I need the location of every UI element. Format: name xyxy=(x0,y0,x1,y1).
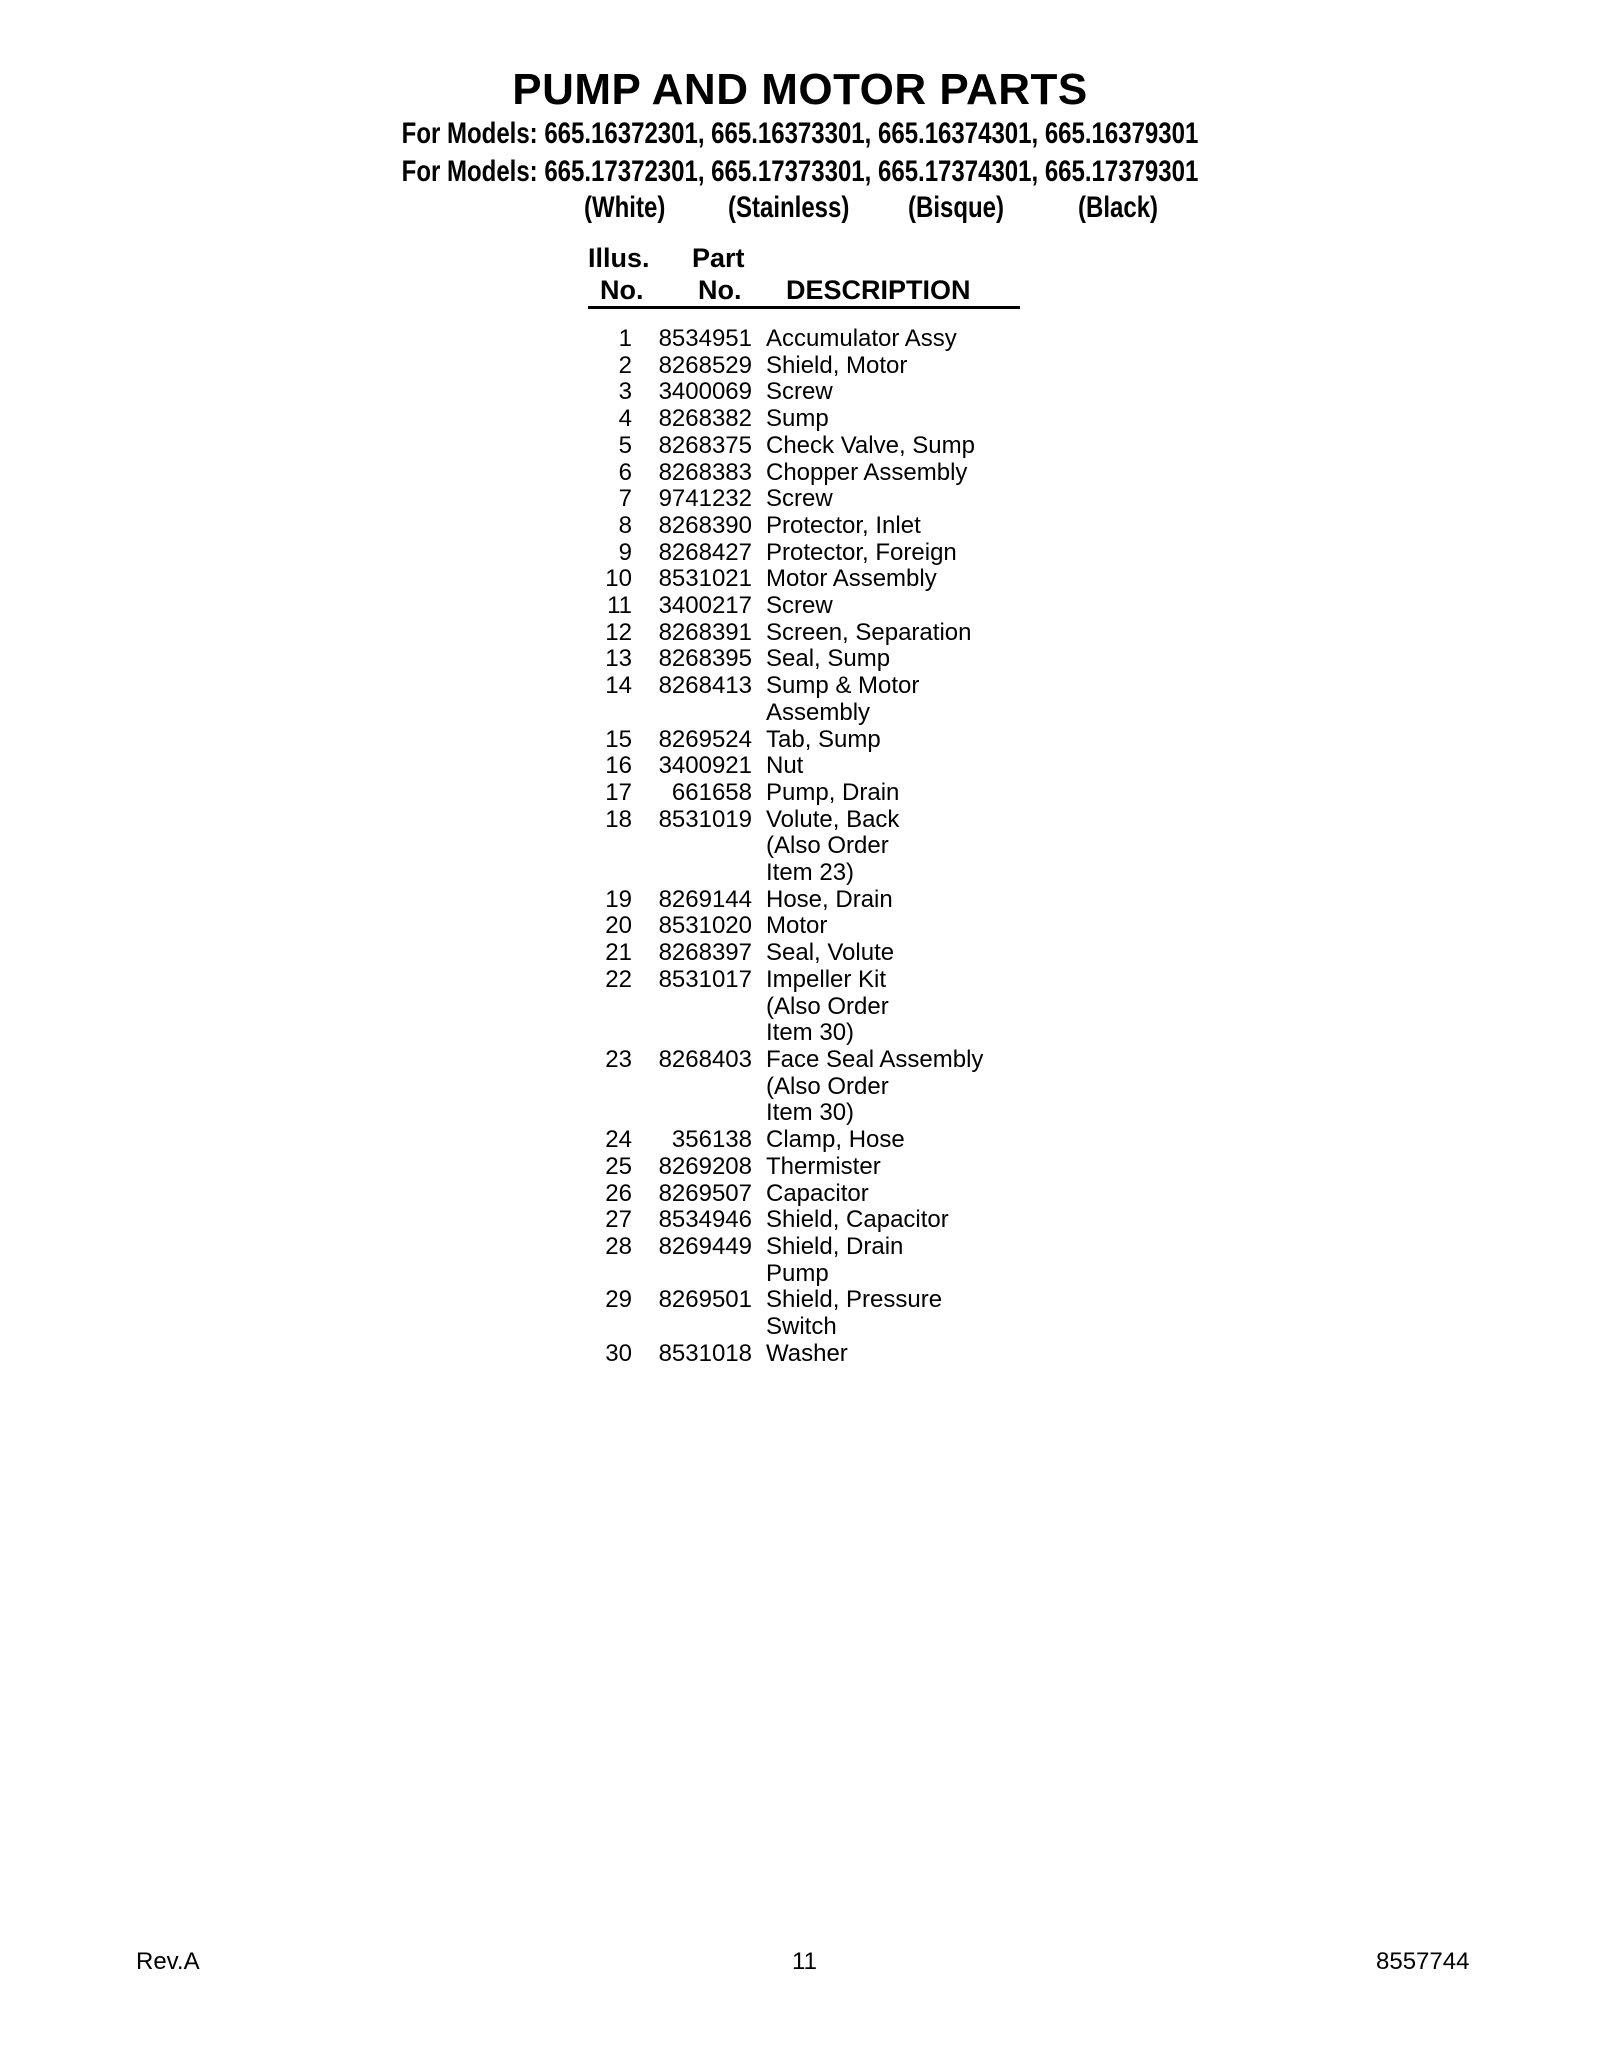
illus-number: 3 xyxy=(618,378,632,406)
part-row xyxy=(580,807,1040,887)
part-number: 8268375 xyxy=(658,431,752,459)
illus-number: 21 xyxy=(605,939,632,967)
part-row xyxy=(580,1341,1040,1368)
part-number: 8268403 xyxy=(658,1045,752,1073)
part-description: Clamp, Hose xyxy=(766,1126,905,1154)
finish-white: (White) xyxy=(584,191,666,224)
part-row xyxy=(580,486,1040,513)
part-row xyxy=(580,540,1040,567)
part-description: Capacitor xyxy=(766,1179,869,1207)
part-number: 3400069 xyxy=(658,378,752,406)
part-row xyxy=(580,566,1040,593)
illus-number: 2 xyxy=(618,351,632,379)
footer-page-number: 11 xyxy=(792,1948,817,1975)
part-description: Sump xyxy=(766,405,829,433)
part-number: 8269501 xyxy=(658,1286,752,1314)
part-number: 8269449 xyxy=(658,1232,752,1260)
part-row xyxy=(580,620,1040,647)
part-row xyxy=(580,1047,1040,1127)
part-description: Accumulator Assy xyxy=(766,325,957,352)
header-part: Part xyxy=(692,243,745,273)
part-row xyxy=(580,406,1040,433)
part-number: 3400921 xyxy=(658,752,752,780)
part-description: Protector, Foreign xyxy=(766,538,957,566)
part-description: Screw xyxy=(766,592,833,620)
page-title: PUMP AND MOTOR PARTS xyxy=(512,65,1088,114)
part-description: Tab, Sump xyxy=(766,725,881,753)
part-number: 661658 xyxy=(671,778,752,806)
part-number: 8268382 xyxy=(658,405,752,433)
part-description: Shield, Drain Pump xyxy=(766,1232,904,1287)
illus-number: 1 xyxy=(618,325,632,352)
part-number: 8534951 xyxy=(658,325,752,352)
part-number: 8269524 xyxy=(658,725,752,753)
part-number: 8268395 xyxy=(658,645,752,673)
illus-number: 14 xyxy=(605,672,632,700)
part-row xyxy=(580,1234,1040,1287)
part-number: 8268529 xyxy=(658,351,752,379)
part-row xyxy=(580,1127,1040,1154)
part-number: 8268391 xyxy=(658,618,752,646)
part-description: Motor Assembly xyxy=(766,565,937,593)
part-number: 8269208 xyxy=(658,1152,752,1180)
illus-number: 6 xyxy=(618,458,632,486)
illus-number: 23 xyxy=(605,1045,632,1073)
part-number: 9741232 xyxy=(658,485,752,513)
part-description: Thermister xyxy=(766,1152,881,1180)
part-number: 8268397 xyxy=(658,939,752,967)
part-number: 8268383 xyxy=(658,458,752,486)
illus-number: 7 xyxy=(618,485,632,513)
part-description: Chopper Assembly xyxy=(766,458,968,486)
illus-number: 27 xyxy=(605,1206,632,1234)
part-description: Motor xyxy=(766,912,828,940)
part-number: 8269507 xyxy=(658,1179,752,1207)
illus-number: 22 xyxy=(605,965,632,993)
part-row xyxy=(580,780,1040,807)
part-row xyxy=(580,673,1040,726)
illus-number: 12 xyxy=(605,618,632,646)
part-row xyxy=(580,1154,1040,1181)
part-description: Shield, Pressure Switch xyxy=(766,1286,943,1341)
part-description: Face Seal Assembly (Also Order Item 30) xyxy=(766,1045,984,1127)
header-illus: Illus. xyxy=(588,243,650,273)
header-rule xyxy=(588,306,1020,309)
illus-number: 5 xyxy=(618,431,632,459)
illus-number: 29 xyxy=(605,1286,632,1314)
part-description: Seal, Sump xyxy=(766,645,891,673)
part-description: Volute, Back (Also Order Item 23) xyxy=(766,805,900,887)
part-description: Protector, Inlet xyxy=(766,511,921,539)
header-illus-no: No. xyxy=(600,275,644,305)
illus-number: 18 xyxy=(605,805,632,833)
illus-number: 15 xyxy=(605,725,632,753)
illus-number: 9 xyxy=(618,538,632,566)
header-part-no: No. xyxy=(698,275,742,305)
illus-number: 24 xyxy=(605,1126,632,1154)
illus-number: 10 xyxy=(605,565,632,593)
part-row xyxy=(580,433,1040,460)
part-row xyxy=(580,1207,1040,1234)
part-number: 8531020 xyxy=(658,912,752,940)
part-row xyxy=(580,513,1040,540)
part-row xyxy=(580,353,1040,380)
part-number: 8534946 xyxy=(658,1206,752,1234)
header-description: DESCRIPTION xyxy=(786,275,971,305)
part-number: 356138 xyxy=(671,1126,752,1154)
part-description: Hose, Drain xyxy=(766,885,893,913)
footer-document-number: 8557744 xyxy=(1376,1948,1470,1975)
part-number: 8268413 xyxy=(658,672,752,700)
part-description: Impeller Kit (Also Order Item 30) xyxy=(766,965,889,1047)
part-row xyxy=(580,967,1040,1047)
illus-number: 16 xyxy=(605,752,632,780)
illus-number: 17 xyxy=(605,778,632,806)
part-description: Screen, Separation xyxy=(766,618,972,646)
part-row xyxy=(580,1287,1040,1340)
illus-number: 4 xyxy=(618,405,632,433)
models-line-2: For Models: 665.17372301, 665.17373301, 665.17374301, 665.17379301 xyxy=(401,155,1199,188)
part-number: 8268390 xyxy=(658,511,752,539)
illus-number: 20 xyxy=(605,912,632,940)
finish-stainless: (Stainless) xyxy=(728,191,850,224)
part-row xyxy=(580,460,1040,487)
part-row xyxy=(580,913,1040,940)
models-line-1: For Models: 665.16372301, 665.16373301, 665.16374301, 665.16379301 xyxy=(401,117,1199,150)
part-row xyxy=(580,727,1040,754)
part-number: 8531019 xyxy=(658,805,752,833)
part-row xyxy=(580,1181,1040,1208)
part-row xyxy=(580,593,1040,620)
part-number: 8531021 xyxy=(658,565,752,593)
part-description: Check Valve, Sump xyxy=(766,431,975,459)
part-description: Shield, Motor xyxy=(766,351,908,379)
finish-black: (Black) xyxy=(1078,191,1159,224)
part-number: 8531018 xyxy=(658,1339,752,1367)
part-description: Pump, Drain xyxy=(766,778,900,806)
part-description: Shield, Capacitor xyxy=(766,1206,949,1234)
illus-number: 13 xyxy=(605,645,632,673)
illus-number: 25 xyxy=(605,1152,632,1180)
part-description: Screw xyxy=(766,485,833,513)
part-row xyxy=(580,887,1040,914)
finish-bisque: (Bisque) xyxy=(908,191,1004,224)
part-row xyxy=(580,753,1040,780)
footer-revision: Rev.A xyxy=(136,1948,200,1975)
part-number: 8269144 xyxy=(658,885,752,913)
part-description: Washer xyxy=(766,1339,848,1367)
part-description: Nut xyxy=(766,752,804,780)
illus-number: 11 xyxy=(607,592,632,620)
part-description: Seal, Volute xyxy=(766,939,895,967)
part-row xyxy=(580,379,1040,406)
illus-number: 26 xyxy=(605,1179,632,1207)
part-number: 8531017 xyxy=(658,965,752,993)
illus-number: 19 xyxy=(605,885,632,913)
part-number: 8268427 xyxy=(658,538,752,566)
part-row xyxy=(580,940,1040,967)
part-row xyxy=(580,326,1040,353)
illus-number: 30 xyxy=(605,1339,632,1367)
part-description: Screw xyxy=(766,378,833,406)
part-number: 3400217 xyxy=(658,592,752,620)
part-row xyxy=(580,646,1040,673)
illus-number: 8 xyxy=(618,511,632,539)
parts-list xyxy=(580,326,1040,1367)
illus-number: 28 xyxy=(605,1232,632,1260)
part-description: Sump & Motor Assembly xyxy=(766,672,920,726)
